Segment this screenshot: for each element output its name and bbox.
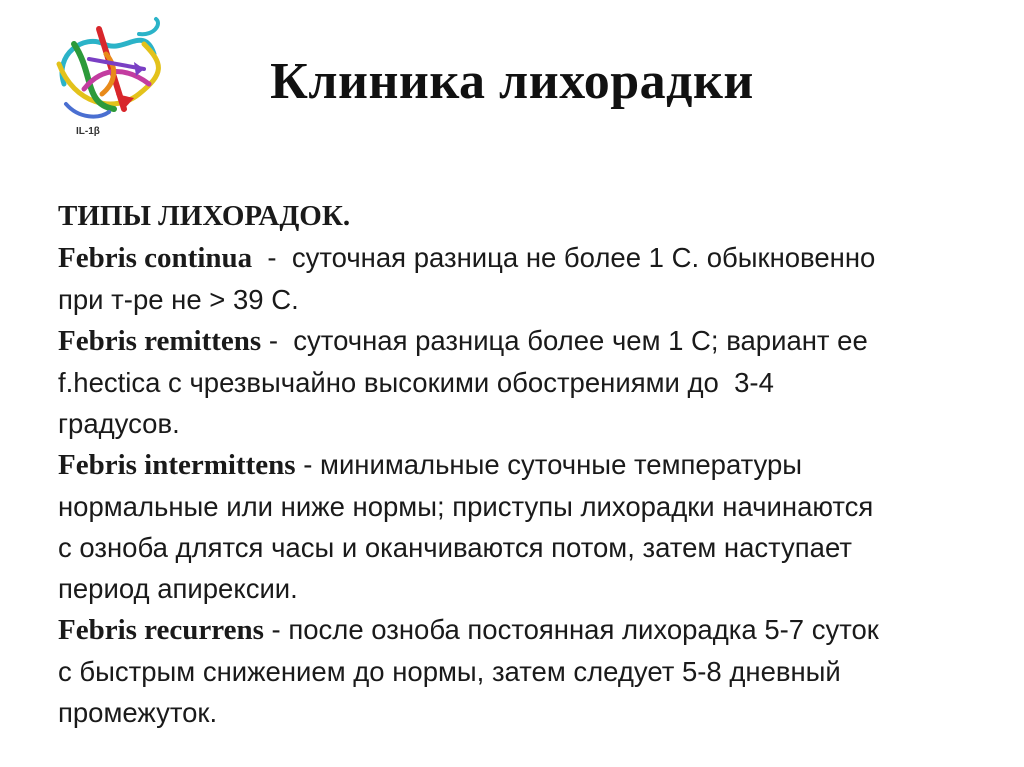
paragraph-intermittens-line-2: нормальные или ниже нормы; приступы лихорадки начинаются <box>58 491 874 522</box>
continua-text-1: - суточная разница не более 1 С. обыкновенно <box>252 242 876 273</box>
slide-body <box>58 196 998 733</box>
paragraph-intermittens-line-1 <box>58 444 998 486</box>
term-intermittens: Febris intermittens <box>58 449 296 481</box>
recurrens-text-1: - после озноба постоянная лихорадка 5-7 суток <box>263 614 879 645</box>
paragraph-recurrens-line-1 <box>58 609 998 651</box>
paragraph-continua-line-1 <box>58 237 998 279</box>
remittens-text-1: - суточная разница более чем 1 С; вариант ее <box>261 325 868 356</box>
paragraph-recurrens-line-2: с быстрым снижением до нормы, затем следует 5-8 дневный <box>58 656 841 687</box>
paragraph-continua-line-2: при т-ре не > 39 С. <box>58 284 299 315</box>
term-remittens: Febris remittens <box>58 325 262 357</box>
term-recurrens: Febris recurrens <box>58 614 264 646</box>
paragraph-recurrens-line-3: промежуток. <box>58 697 218 728</box>
logo-caption: IL-1β <box>76 126 100 137</box>
paragraph-remittens-line-1 <box>58 320 998 362</box>
page-title-text: Клиника лихорадки <box>270 53 754 110</box>
page-title <box>0 52 1024 111</box>
paragraph-remittens-line-2: f.hectica с чрезвычайно высокими обострениями до 3-4 <box>58 367 774 398</box>
paragraph-intermittens-line-4: период апирексии. <box>58 573 298 604</box>
paragraph-intermittens-line-3: с озноба длятся часы и оканчиваются потом, затем наступает <box>58 532 852 563</box>
term-continua: Febris continua <box>58 242 253 274</box>
paragraph-remittens-line-3: градусов. <box>58 408 180 439</box>
intermittens-text-1: - минимальные суточные температуры <box>295 449 803 480</box>
section-heading: ТИПЫ ЛИХОРАДОК. <box>58 200 351 232</box>
